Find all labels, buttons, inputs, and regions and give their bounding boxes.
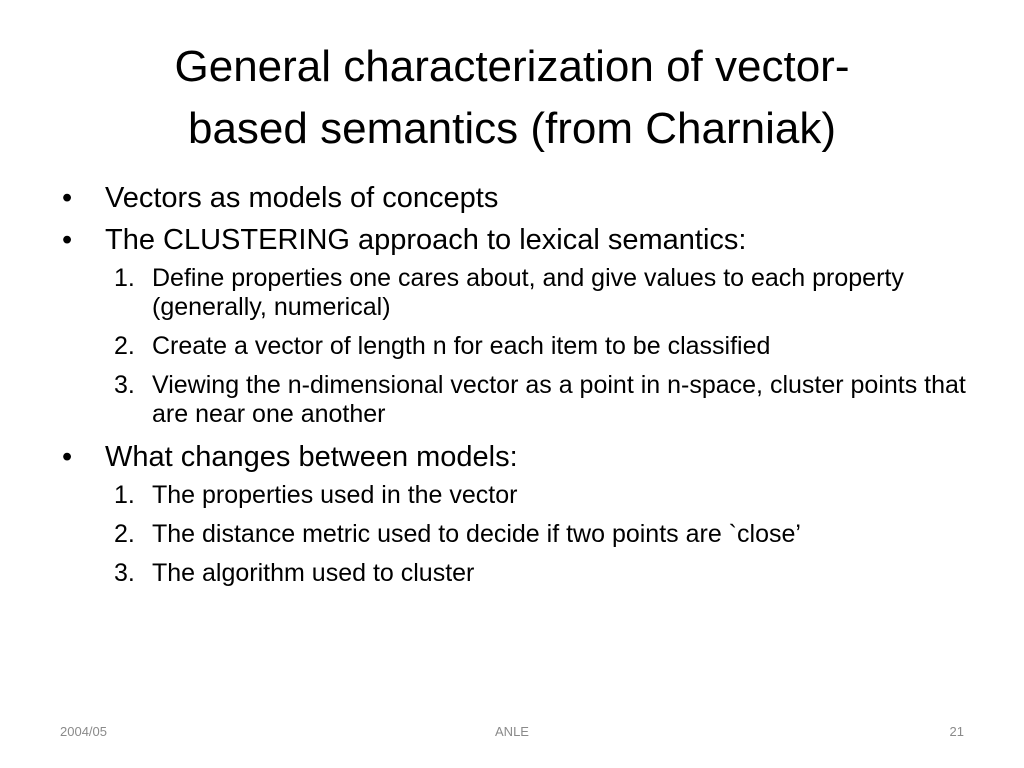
numbered-list — [58, 481, 978, 588]
numbered-list — [58, 264, 978, 429]
item-text: The distance metric used to decide if two points are `close’ — [152, 520, 801, 548]
slide-number: 21 — [949, 724, 964, 739]
bullet-mark: • — [62, 182, 73, 214]
item-text: Create a vector of length n for each item to be classified — [152, 332, 771, 360]
slide-content — [58, 180, 978, 598]
bullet-item — [58, 439, 978, 475]
bullet-mark: • — [62, 441, 73, 473]
item-number: 1. — [114, 481, 135, 509]
item-number: 2. — [114, 332, 135, 360]
bullet-text: Vectors as models of concepts — [105, 182, 499, 214]
footer-title: ANLE — [495, 724, 529, 739]
numbered-item — [58, 371, 978, 429]
bullet-item — [58, 222, 978, 258]
item-text: Define properties one cares about, and give values to each property (generally, numerical) — [152, 264, 904, 321]
slide-title — [60, 36, 964, 160]
numbered-item — [58, 264, 978, 322]
item-text: Viewing the n-dimensional vector as a point in n-space, cluster points that are near one another — [152, 371, 966, 428]
footer-date: 2004/05 — [60, 724, 107, 739]
bullet-text: The CLUSTERING approach to lexical semantics: — [105, 224, 747, 256]
item-text: The algorithm used to cluster — [152, 559, 475, 587]
item-number: 2. — [114, 520, 135, 548]
bullet-item — [58, 180, 978, 216]
bullet-mark: • — [62, 224, 73, 256]
numbered-item — [58, 559, 978, 588]
bullet-text: What changes between models: — [105, 441, 518, 473]
item-number: 1. — [114, 264, 135, 292]
title-line-1: General characterization of vector- — [174, 42, 850, 91]
item-number: 3. — [114, 371, 135, 399]
title-line-2: based semantics (from Charniak) — [187, 104, 836, 153]
item-number: 3. — [114, 559, 135, 587]
item-text: The properties used in the vector — [152, 481, 518, 509]
numbered-item — [58, 332, 978, 361]
numbered-item — [58, 520, 978, 549]
numbered-item — [58, 481, 978, 510]
